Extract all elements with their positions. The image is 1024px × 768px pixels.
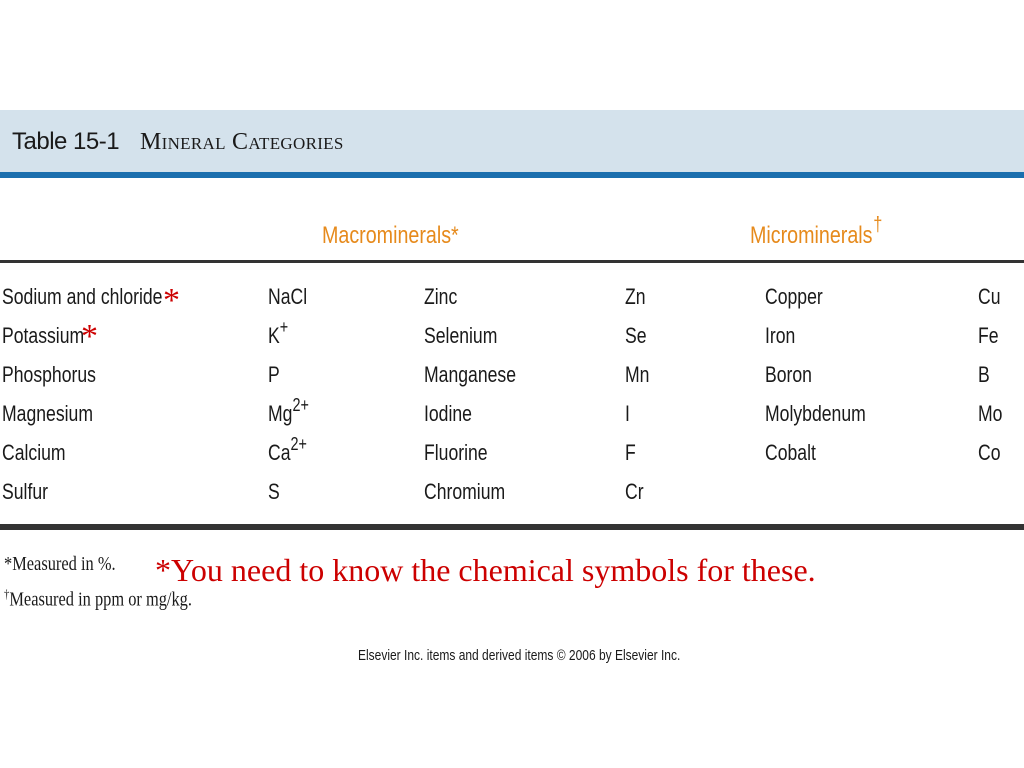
copyright-credit: Elsevier Inc. items and derived items © 2006 by Elsevier Inc.	[358, 647, 681, 664]
macro-mineral-symbol-text: Ca	[268, 440, 291, 465]
micro-mineral-name	[765, 284, 823, 310]
table-top-rule	[0, 260, 1024, 263]
table-title: Mineral Categories	[140, 129, 344, 155]
macro-mineral-name-text: Potassium	[2, 323, 85, 348]
macro-mineral-name	[2, 284, 162, 310]
micro-mineral-symbol	[978, 323, 999, 349]
dagger-mark: †	[873, 214, 883, 236]
macro-mineral-name	[2, 401, 93, 427]
micro-mineral-symbol-text: Co	[978, 440, 1001, 465]
trace-mineral-name-text: Manganese	[424, 362, 516, 387]
micro-mineral-name-text: Molybdenum	[765, 401, 866, 426]
trace-mineral-symbol	[625, 284, 646, 310]
micro-mineral-name-text: Boron	[765, 362, 812, 387]
macro-mineral-name-text: Sulfur	[2, 479, 48, 504]
macrominerals-header-label: Macrominerals*	[322, 222, 459, 249]
micro-mineral-name-text: Copper	[765, 284, 823, 309]
trace-mineral-symbol	[625, 401, 630, 427]
macro-mineral-name	[2, 479, 48, 505]
trace-mineral-symbol	[625, 479, 644, 505]
macro-mineral-symbol-text: K	[268, 323, 280, 348]
macro-mineral-symbol	[268, 284, 307, 310]
trace-mineral-name-text: Fluorine	[424, 440, 488, 465]
macrominerals-header	[322, 222, 459, 250]
micro-mineral-name-text: Cobalt	[765, 440, 816, 465]
trace-mineral-symbol-text: Mn	[625, 362, 650, 387]
micro-mineral-symbol-text: Fe	[978, 323, 999, 348]
trace-mineral-name-text: Zinc	[424, 284, 458, 309]
macro-mineral-symbol	[268, 395, 309, 427]
title-underline	[0, 172, 1024, 178]
trace-mineral-name-text: Selenium	[424, 323, 498, 348]
trace-mineral-symbol	[625, 362, 649, 388]
ion-charge: 2+	[292, 395, 309, 415]
study-note: *You need to know the chemical symbols for these.	[155, 552, 816, 588]
macro-mineral-symbol	[268, 317, 289, 349]
macro-mineral-name	[2, 362, 96, 388]
macro-mineral-symbol-text: P	[268, 362, 280, 387]
micro-mineral-symbol	[978, 284, 1001, 310]
red-asterisk: *	[163, 282, 180, 319]
macro-mineral-name-text: Sodium and chloride	[2, 284, 163, 309]
ion-charge: +	[279, 317, 289, 337]
micro-mineral-name	[765, 323, 795, 349]
macro-mineral-symbol	[268, 434, 307, 466]
red-asterisk: *	[81, 318, 98, 355]
macro-mineral-symbol-text: S	[268, 479, 280, 504]
macro-mineral-name	[2, 440, 66, 466]
dagger-mark: †	[4, 586, 10, 601]
table-number: Table 15-1	[12, 128, 120, 155]
micro-mineral-symbol	[978, 401, 1002, 427]
macro-mineral-name-text: Phosphorus	[2, 362, 96, 387]
micro-mineral-name	[765, 401, 866, 427]
micro-mineral-name	[765, 362, 812, 388]
macro-mineral-symbol	[268, 362, 280, 388]
trace-mineral-symbol-text: F	[625, 440, 636, 465]
trace-mineral-name	[424, 401, 472, 427]
trace-mineral-name	[424, 284, 457, 310]
trace-mineral-name-text: Chromium	[424, 479, 506, 504]
trace-mineral-name	[424, 323, 497, 349]
micro-mineral-symbol-text: Cu	[978, 284, 1001, 309]
microminerals-header	[750, 214, 883, 250]
table-bottom-rule	[0, 524, 1024, 530]
trace-mineral-symbol	[625, 440, 636, 466]
micro-mineral-symbol-text: Mo	[978, 401, 1003, 426]
trace-mineral-symbol-text: Cr	[625, 479, 644, 504]
footnote-ppm-text: Measured in ppm or mg/kg.	[9, 588, 192, 611]
macro-mineral-symbol	[268, 479, 280, 505]
micro-mineral-name-text: Iron	[765, 323, 796, 348]
trace-mineral-name	[424, 440, 488, 466]
macro-mineral-symbol-text: Mg	[268, 401, 293, 426]
macro-mineral-name-text: Magnesium	[2, 401, 93, 426]
trace-mineral-symbol	[625, 323, 647, 349]
trace-mineral-name	[424, 362, 516, 388]
footnote-percent: *Measured in %.	[4, 553, 116, 575]
micro-mineral-symbol	[978, 362, 990, 388]
footnote-ppm	[4, 586, 192, 612]
micro-mineral-name	[765, 440, 816, 466]
trace-mineral-symbol-text: Zn	[625, 284, 646, 309]
macro-mineral-symbol-text: NaCl	[268, 284, 308, 309]
micro-mineral-symbol	[978, 440, 1001, 466]
micro-mineral-symbol-text: B	[978, 362, 990, 387]
trace-mineral-symbol-text: I	[625, 401, 630, 426]
microminerals-header-label: Microminerals	[750, 222, 873, 249]
macro-mineral-name	[2, 323, 84, 349]
trace-mineral-name-text: Iodine	[424, 401, 472, 426]
macro-mineral-name-text: Calcium	[2, 440, 66, 465]
trace-mineral-name	[424, 479, 505, 505]
trace-mineral-symbol-text: Se	[625, 323, 647, 348]
ion-charge: 2+	[290, 434, 307, 454]
